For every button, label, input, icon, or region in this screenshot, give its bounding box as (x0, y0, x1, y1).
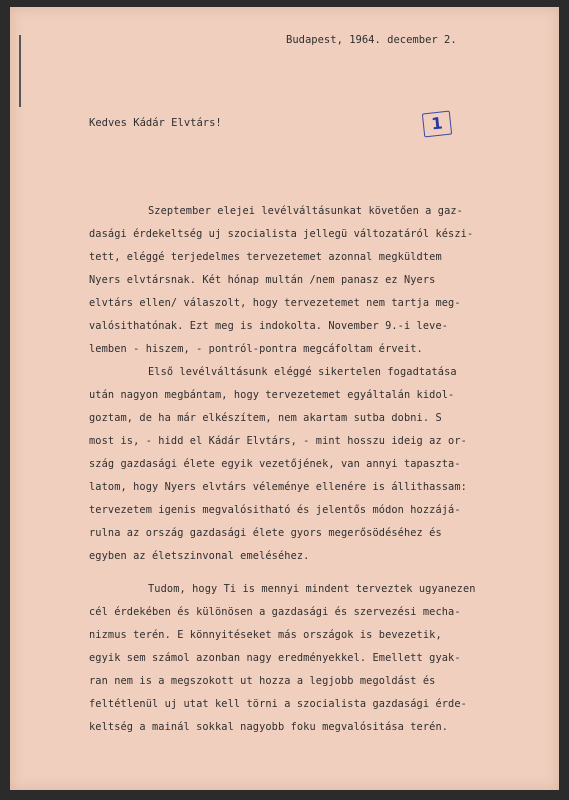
body-line: lemben - hiszem, - pontról-pontra megcáfoltam érveit. (89, 343, 423, 355)
body-line: után nagyon megbántam, hogy tervezetemet egyáltalán kidol- (89, 389, 455, 401)
body-line: latom, hogy Nyers elvtárs véleménye ellenére is állithassam: (89, 481, 467, 493)
body-line: Szeptember elejei levélváltásunkat követően a gaz- (148, 205, 463, 217)
body-line: tett, eléggé terjedelmes tervezetemet azonnal megküldtem (89, 251, 442, 263)
body-line: nizmus terén. E könnyitéseket más országok is bevezetik, (89, 629, 442, 641)
body-line: cél érdekében és különösen a gazdasági és szervezési mecha- (89, 606, 461, 618)
body-line: rulna az ország gazdasági élete gyors megerősödéséhez és (89, 527, 442, 539)
body-line: szág gazdasági élete egyik vezetőjének, van annyi tapaszta- (89, 458, 461, 470)
body-line: most is, - hidd el Kádár Elvtárs, - mint hosszu ideig az or- (89, 435, 467, 447)
date-line: Budapest, 1964. december 2. (286, 34, 457, 46)
body-line: goztam, de ha már elkészítem, nem akartam sutba dobni. S (89, 412, 442, 424)
body-line: feltétlenül uj utat kell törni a szocialista gazdasági érde- (89, 698, 467, 710)
body-line: keltség a mainál sokkal nagyobb foku megvalósitása terén. (89, 721, 449, 733)
body-line: tervezetem igenis megvalósitható és jelentős módon hozzájá- (89, 504, 461, 516)
body-line: elvtárs ellen/ válaszolt, hogy tervezetemet nem tartja meg- (89, 297, 461, 309)
body-line: egyik sem számol azonban nagy eredményekkel. Emellett gyak- (89, 652, 461, 664)
body-line: ran nem is a megszokott ut hozza a legjobb megoldást és (89, 675, 436, 687)
body-line: egyben az életszinvonal emeléséhez. (89, 550, 310, 562)
body-line: Nyers elvtársnak. Két hónap multán /nem panasz ez Nyers (89, 274, 436, 286)
body-line: dasági érdekeltség uj szocialista jellegü változatáról készi- (89, 228, 474, 240)
body-line: Tudom, hogy Ti is mennyi mindent terveztek ugyanezen (148, 583, 476, 595)
salutation: Kedves Kádár Elvtárs! (89, 117, 222, 129)
body-line: valósithatónak. Ezt meg is indokolta. November 9.-i leve- (89, 320, 449, 332)
body-line: Első levélváltásunk eléggé sikertelen fogadtatása (148, 366, 457, 378)
page-number-stamp: 1 (422, 111, 452, 138)
